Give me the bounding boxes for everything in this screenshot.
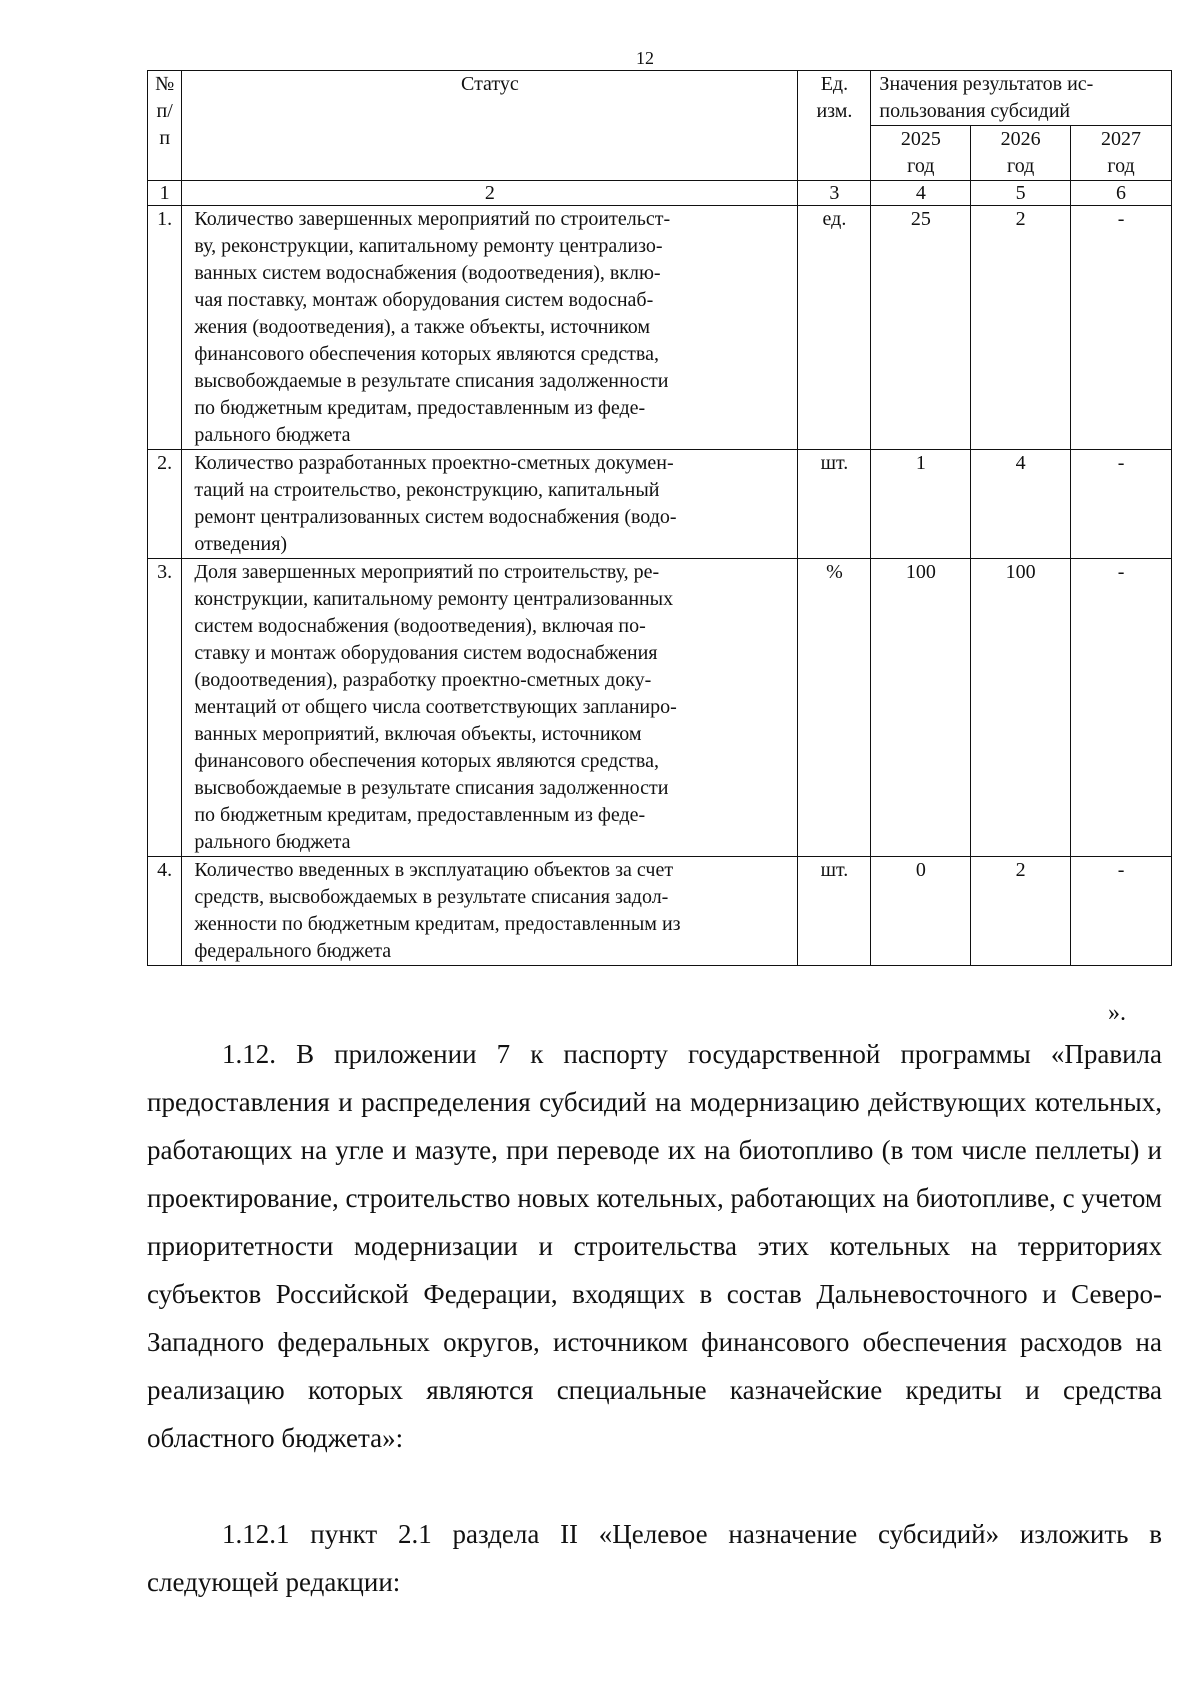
- row-status: [182, 857, 798, 966]
- row-status-line: ремонт централизованных систем водоснабжения (водо-: [194, 506, 677, 528]
- row-value-2026: 100: [971, 559, 1071, 857]
- row-status-line: ставку и монтаж оборудования систем водоснабжения: [194, 642, 658, 664]
- row-status-line: финансового обеспечения которых являются средства,: [194, 343, 659, 365]
- header-year-label: год: [1006, 155, 1035, 177]
- row-status-line: ванных систем водоснабжения (водоотведения), вклю-: [194, 262, 661, 284]
- header-year-value: 2026: [1000, 128, 1041, 150]
- header-number: [148, 71, 182, 181]
- table-row: [148, 857, 1172, 966]
- row-status: [182, 559, 798, 857]
- header-number-line1: №: [155, 73, 175, 95]
- row-status-line: рального бюджета: [194, 831, 351, 853]
- header-year-label: год: [1107, 155, 1135, 177]
- column-number: 2: [182, 181, 798, 206]
- row-unit: шт.: [798, 450, 871, 559]
- closing-quote: ».: [1108, 1000, 1126, 1026]
- row-status-line: Количество разработанных проектно-сметных докумен-: [194, 452, 674, 474]
- column-number-row: [148, 181, 1172, 206]
- row-unit: ед.: [798, 206, 871, 450]
- row-value-2027: -: [1071, 206, 1172, 450]
- row-status-line: таций на строительство, реконструкцию, капитальный: [194, 479, 660, 501]
- row-value-2026: 2: [971, 857, 1071, 966]
- results-table: [147, 70, 1172, 966]
- paragraph-1-12: [147, 1030, 1162, 1462]
- row-status-line: Количество введенных в эксплуатацию объектов за счет: [194, 859, 674, 881]
- row-value-2025: 25: [871, 206, 971, 450]
- row-status-line: по бюджетным кредитам, предоставленным из феде-: [194, 397, 646, 419]
- header-unit-line1: Ед.: [820, 73, 849, 95]
- header-unit: [798, 71, 871, 181]
- row-unit: шт.: [798, 857, 871, 966]
- header-year-value: 2025: [900, 128, 941, 150]
- row-status-line: отведения): [194, 533, 288, 555]
- row-status-line: чая поставку, монтаж оборудования систем водоснаб-: [194, 289, 654, 311]
- row-status-line: федерального бюджета: [194, 940, 392, 962]
- row-status-line: жения (водоотведения), а также объекты, источником: [194, 316, 651, 338]
- header-year-value: 2027: [1101, 128, 1142, 150]
- row-value-2027: -: [1071, 857, 1172, 966]
- row-status-line: систем водоснабжения (водоотведения), включая по-: [194, 615, 646, 637]
- row-value-2025: 1: [871, 450, 971, 559]
- header-year-2025: [871, 126, 971, 181]
- header-values-line1: Значения результатов ис-: [879, 73, 1094, 95]
- row-number: 2.: [148, 450, 182, 559]
- row-status-line: средств, высвобождаемых в результате списания задол-: [194, 886, 669, 908]
- row-status-line: женности по бюджетным кредитам, предоставленным из: [194, 913, 681, 935]
- row-number: 1.: [148, 206, 182, 450]
- paragraph-1-12-1-text: 1.12.1 пункт 2.1 раздела II «Целевое назначение субсидий» изложить в следующей редакции:: [147, 1519, 1162, 1597]
- column-number: 1: [148, 181, 182, 206]
- header-year-label: год: [907, 155, 935, 177]
- row-status-line: рального бюджета: [194, 424, 351, 446]
- table-row: [148, 559, 1172, 857]
- column-number: 4: [871, 181, 971, 206]
- header-status: Статус: [182, 71, 798, 181]
- row-status-line: конструкции, капитальному ремонту централизованных: [194, 588, 674, 610]
- row-status-line: финансового обеспечения которых являются средства,: [194, 750, 659, 772]
- header-values-group: [871, 71, 1172, 126]
- row-status-line: (водоотведения), разработку проектно-сметных доку-: [194, 669, 652, 691]
- row-status-line: высвобождаемые в результате списания задолженности: [194, 777, 669, 799]
- header-year-2027: [1071, 126, 1172, 181]
- row-status: [182, 206, 798, 450]
- table-row: [148, 450, 1172, 559]
- header-unit-line2: изм.: [816, 100, 853, 122]
- row-unit: %: [798, 559, 871, 857]
- row-number: 3.: [148, 559, 182, 857]
- table-row: [148, 206, 1172, 450]
- row-value-2026: 4: [971, 450, 1071, 559]
- row-value-2027: -: [1071, 450, 1172, 559]
- row-status-line: по бюджетным кредитам, предоставленным из феде-: [194, 804, 646, 826]
- row-status-line: ву, реконструкции, капитальному ремонту централизо-: [194, 235, 663, 257]
- row-status-line: высвобождаемые в результате списания задолженности: [194, 370, 669, 392]
- row-number: 4.: [148, 857, 182, 966]
- row-value-2027: -: [1071, 559, 1172, 857]
- header-values-line2: пользования субсидий: [879, 100, 1071, 122]
- row-status: [182, 450, 798, 559]
- column-number: 3: [798, 181, 871, 206]
- row-status-line: ментаций от общего числа соответствующих запланиро-: [194, 696, 677, 718]
- paragraph-1-12-text: 1.12. В приложении 7 к паспорту государственной программы «Правила предоставления и распределения субсидий на модернизацию действующих котельных, работающих на угле и мазуте, при переводе их на биотопливо (в том числе пеллеты) и проектирование, строительство новых котельных, работающих на биотопливе, с учетом приоритетности модернизации и строительства этих котельных на территориях субъектов Российской Федерации, входящих в состав Дальневосточного и Северо-Западного федеральных округов, источником финансового обеспечения расходов на реализацию которых являются специальные казначейские кредиты и средства областного бюджета»:: [147, 1039, 1162, 1453]
- header-number-line2: п/п: [156, 100, 173, 149]
- table-body: [148, 206, 1172, 966]
- row-value-2025: 100: [871, 559, 971, 857]
- paragraph-1-12-1: [147, 1510, 1162, 1606]
- row-value-2026: 2: [971, 206, 1071, 450]
- column-number: 5: [971, 181, 1071, 206]
- row-value-2025: 0: [871, 857, 971, 966]
- row-status-line: Количество завершенных мероприятий по строительст-: [194, 208, 671, 230]
- page-number: 12: [636, 48, 654, 68]
- row-status-line: ванных мероприятий, включая объекты, источником: [194, 723, 642, 745]
- row-status-line: Доля завершенных мероприятий по строительству, ре-: [194, 561, 660, 583]
- column-number: 6: [1071, 181, 1172, 206]
- header-year-2026: [971, 126, 1071, 181]
